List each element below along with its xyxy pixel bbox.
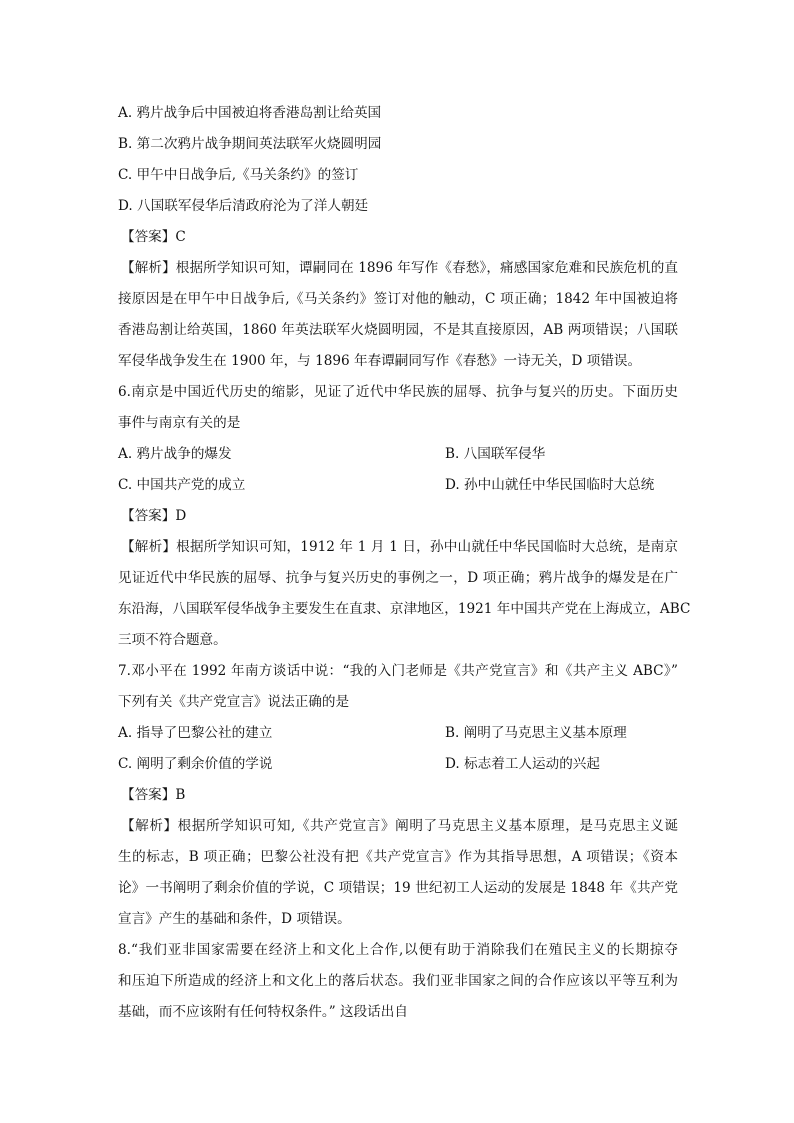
analysis-line: 【解析】根据所学知识可知,《共产党宣言》阐明了马克思主义基本原理，是马克思主义诞 <box>121 818 678 834</box>
analysis-line: 【解析】根据所学知识可知，谭嗣同在 1896 年写作《春愁》，痛感国家危难和民族危机的直 <box>121 260 678 276</box>
option-a: A. 鸦片战争的爆发 <box>118 446 232 462</box>
option-row <box>118 749 678 780</box>
analysis-line: 【解析】根据所学知识可知，1912 年 1 月 1 日，孙中山就任中华民国临时大总统，是南京 <box>121 539 678 555</box>
analysis-line: 宣言》产生的基础和条件，D 项错误。 <box>118 911 351 927</box>
answer: 【答案】D <box>121 508 187 524</box>
analysis-line: 接原因是在甲午中日战争后,《马关条约》签订对他的触动，C 项正确；1842 年中国被迫将 <box>118 291 678 307</box>
option-row <box>118 470 678 501</box>
analysis-line: 生的标志，B 项正确；巴黎公社没有把《共产党宣言》作为其指导思想，A 项错误；《资本 <box>118 849 678 865</box>
answer: 【答案】B <box>121 787 186 803</box>
option-a: A. 鸦片战争后中国被迫将香港岛割让给英国 <box>118 105 382 121</box>
analysis-line: 军侵华战争发生在 1900 年，与 1896 年春谭嗣同写作《春愁》一诗无关，D 项错误。 <box>118 353 642 369</box>
option-c: C. 阐明了剩余价值的学说 <box>118 756 273 772</box>
option-d: D. 孙中山就任中华民国临时大总统 <box>445 477 655 493</box>
question-8 <box>118 935 678 1028</box>
question-stem: 基础，而不应该附有任何特权条件。” 这段话出自 <box>118 1004 408 1020</box>
option-c: C. 中国共产党的成立 <box>118 477 246 493</box>
option-d: D. 标志着工人运动的兴起 <box>445 756 600 772</box>
option-b: B. 阐明了马克思主义基本原理 <box>445 725 627 741</box>
question-stem: 事件与南京有关的是 <box>118 415 241 431</box>
question-7 <box>118 656 678 935</box>
question-stem: 下列有关《共产党宣言》说法正确的是 <box>118 694 350 710</box>
analysis-line: 见证近代中华民族的屈辱、抗争与复兴历史的事例之一，D 项正确；鸦片战争的爆发是在广 <box>118 570 678 586</box>
exam-page <box>118 98 691 1028</box>
analysis-line: 三项不符合题意。 <box>118 632 227 648</box>
option-row <box>118 718 678 749</box>
question-6 <box>118 377 691 656</box>
option-a: A. 指导了巴黎公社的建立 <box>118 725 273 741</box>
analysis-line: 香港岛割让给英国，1860 年英法联军火烧圆明园，不是其直接原因，AB 两项错误；八国联 <box>118 322 678 338</box>
analysis-line: 论》一书阐明了剩余价值的学说，C 项错误；19 世纪初工人运动的发展是 1848 年《共产党 <box>118 880 678 896</box>
option-c: C. 甲午中日战争后,《马关条约》的签订 <box>118 167 359 183</box>
option-row <box>118 439 678 470</box>
question-stem: 7.邓小平在 1992 年南方谈话中说：“我的入门老师是《共产党宣言》和《共产主义 ABC》” <box>118 663 678 679</box>
option-b: B. 八国联军侵华 <box>445 446 546 462</box>
analysis-line: 东沿海，八国联军侵华战争主要发生在直隶、京津地区，1921 年中国共产党在上海成立，ABC <box>118 601 691 617</box>
option-b: B. 第二次鸦片战争期间英法联军火烧圆明园 <box>118 136 382 152</box>
question-5 <box>118 98 678 377</box>
question-stem: 6.南京是中国近代历史的缩影，见证了近代中华民族的屈辱、抗争与复兴的历史。下面历史 <box>118 384 678 400</box>
answer: 【答案】C <box>121 229 186 245</box>
option-d: D. 八国联军侵华后清政府沦为了洋人朝廷 <box>118 198 369 214</box>
question-stem: 和压迫下所造成的经济上和文化上的落后状态。我们亚非国家之间的合作应该以平等互利为 <box>118 973 678 989</box>
question-stem: 8.“我们亚非国家需要在经济上和文化上合作,以便有助于消除我们在殖民主义的长期掠夺 <box>118 942 678 958</box>
